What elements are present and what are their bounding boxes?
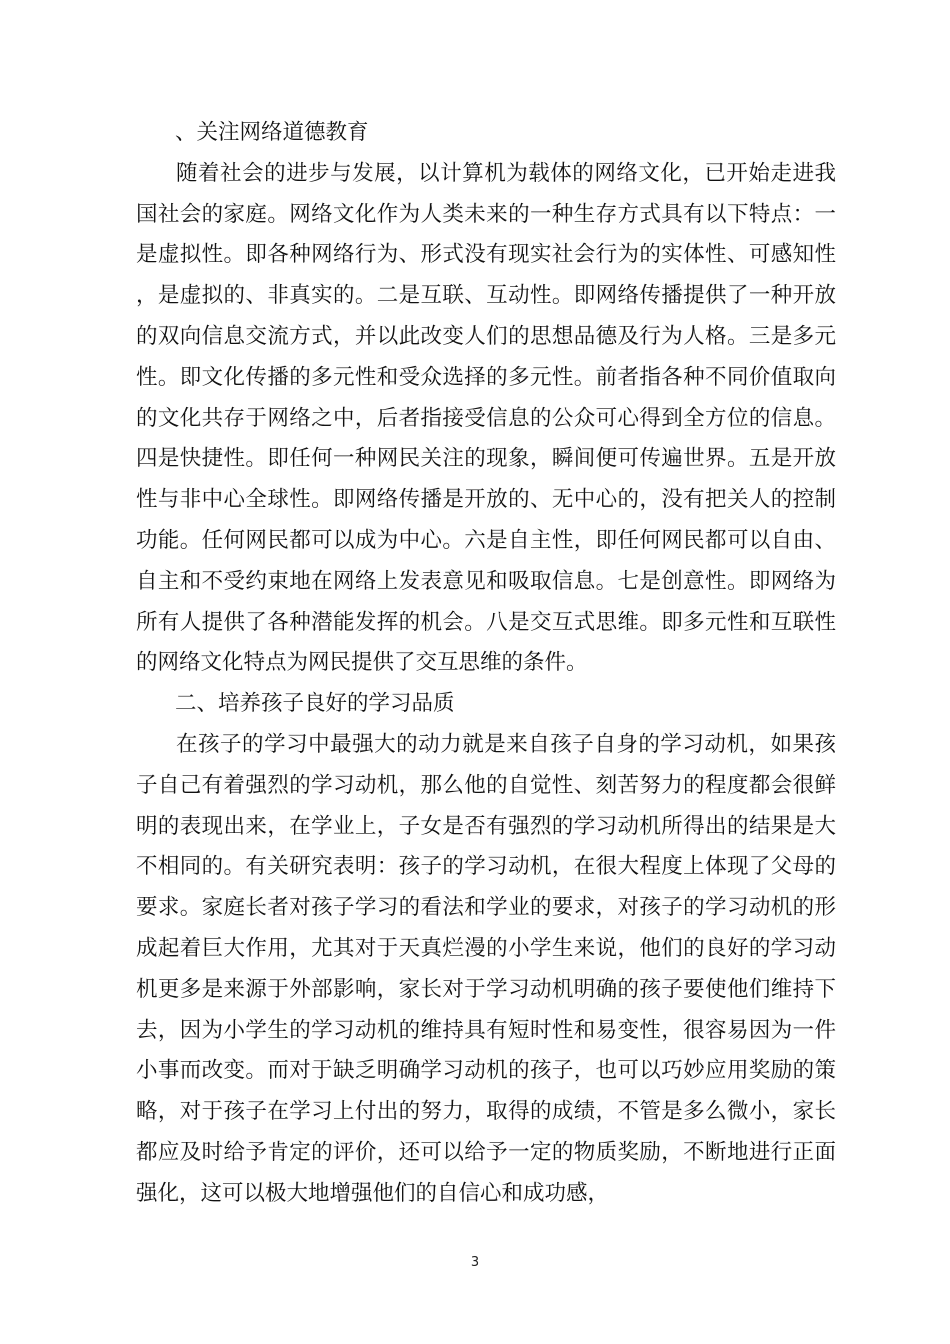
page-number: 3 <box>470 1255 480 1270</box>
document-body <box>136 113 836 1215</box>
section-paragraph-2: 在孩子的学习中最强大的动力就是来自孩子自身的学习动机，如果孩子自己有着强烈的学习动机，那么他的自觉性、刻苦努力的程度都会很鲜明的表现出来，在学业上，子女是否有强烈的学习动机所得出的结果是大不相同的。有关研究表明：孩子的学习动机，在很大程度上体现了父母的要求。家庭长者对孩子学习的看法和学业的要求，对孩子的学习动机的形成起着巨大作用，尤其对于天真烂漫的小学生来说，他们的良好的学习动机更多是来源于外部影响，家长对于学习动机明确的孩子要使他们维持下去，因为小学生的学习动机的维持具有短时性和易变性，很容易因为一件小事而改变。而对于缺乏明确学习动机的孩子，也可以巧妙应用奖励的策略，对于孩子在学习上付出的努力，取得的成绩，不管是多么微小，家长都应及时给予肯定的评价，还可以给予一定的物质奖励，不断地进行正面强化，这可以极大地增强他们的自信心和成功感， <box>136 731 836 1206</box>
section-paragraph-1: 随着社会的进步与发展，以计算机为载体的网络文化，已开始走进我国社会的家庭。网络文化作为人类未来的一种生存方式具有以下特点：一是虚拟性。即各种网络行为、形式没有现实社会行为的实体性、可感知性，是虚拟的、非真实的。二是互联、互动性。即网络传播提供了一种开放的双向信息交流方式，并以此改变人们的思想品德及行为人格。三是多元性。即文化传播的多元性和受众选择的多元性。前者指各种不同价值取向的文化共存于网络之中，后者指接受信息的公众可心得到全方位的信息。四是快捷性。即任何一种网民关注的现象，瞬间便可传遍世界。五是开放性与非中心全球性。即网络传播是开放的、无中心的，没有把关人的控制功能。任何网民都可以成为中心。六是自主性，即任何网民都可以自由、自主和不受约束地在网络上发表意见和吸取信息。七是创意性。即网络为所有人提供了各种潜能发挥的机会。八是交互式思维。即多元性和互联性的网络文化特点为网民提供了交互思维的条件。 <box>136 160 836 676</box>
section-heading-2: 二、培养孩子良好的学习品质 <box>175 691 455 717</box>
section-heading-1: 、关注网络道德教育 <box>175 120 369 145</box>
